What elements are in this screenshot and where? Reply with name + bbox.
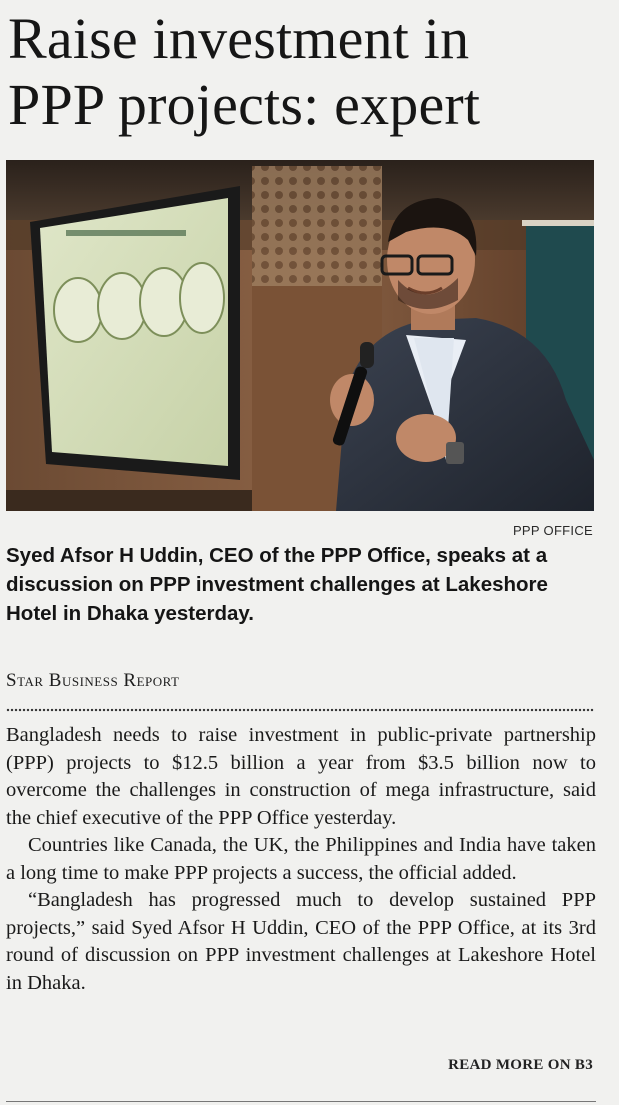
paragraph-3: “Bangladesh has progressed much to develop sustained PPP projects,” said Syed Afsor H Uddin, CEO of the PPP Office, at its 3rd round of discussion on PPP investment challenges at Lakeshore Hotel in Dhaka. <box>6 889 596 994</box>
paragraph-2: Countries like Canada, the UK, the Philippines and India have taken a long time to make PPP projects a success, the official added. <box>6 834 596 884</box>
headline <box>8 6 608 138</box>
speaker-photo-illustration <box>6 160 594 511</box>
headline-line-2: PPP projects: expert <box>8 72 481 137</box>
photo-caption: Syed Afsor H Uddin, CEO of the PPP Office, speaks at a discussion on PPP investment challenges at Lakeshore Hotel in Dhaka yesterday. <box>6 544 548 625</box>
read-more-link[interactable]: READ MORE ON B3 <box>448 1057 593 1073</box>
dotted-divider <box>6 708 594 712</box>
paragraph-1: Bangladesh needs to raise investment in public-private partnership (PPP) projects to $12.5 billion a year from $3.5 billion now to overcome the challenges in construction of mega infrastructure, said the chief executive of the PPP Office yesterday. <box>6 724 596 829</box>
bottom-rule <box>6 1101 596 1102</box>
byline: Star Business Report <box>6 670 180 691</box>
article-body <box>6 722 596 997</box>
photo-credit: PPP OFFICE <box>512 523 593 538</box>
headline-line-1: Raise investment in <box>8 6 470 71</box>
article-photo <box>6 160 594 511</box>
